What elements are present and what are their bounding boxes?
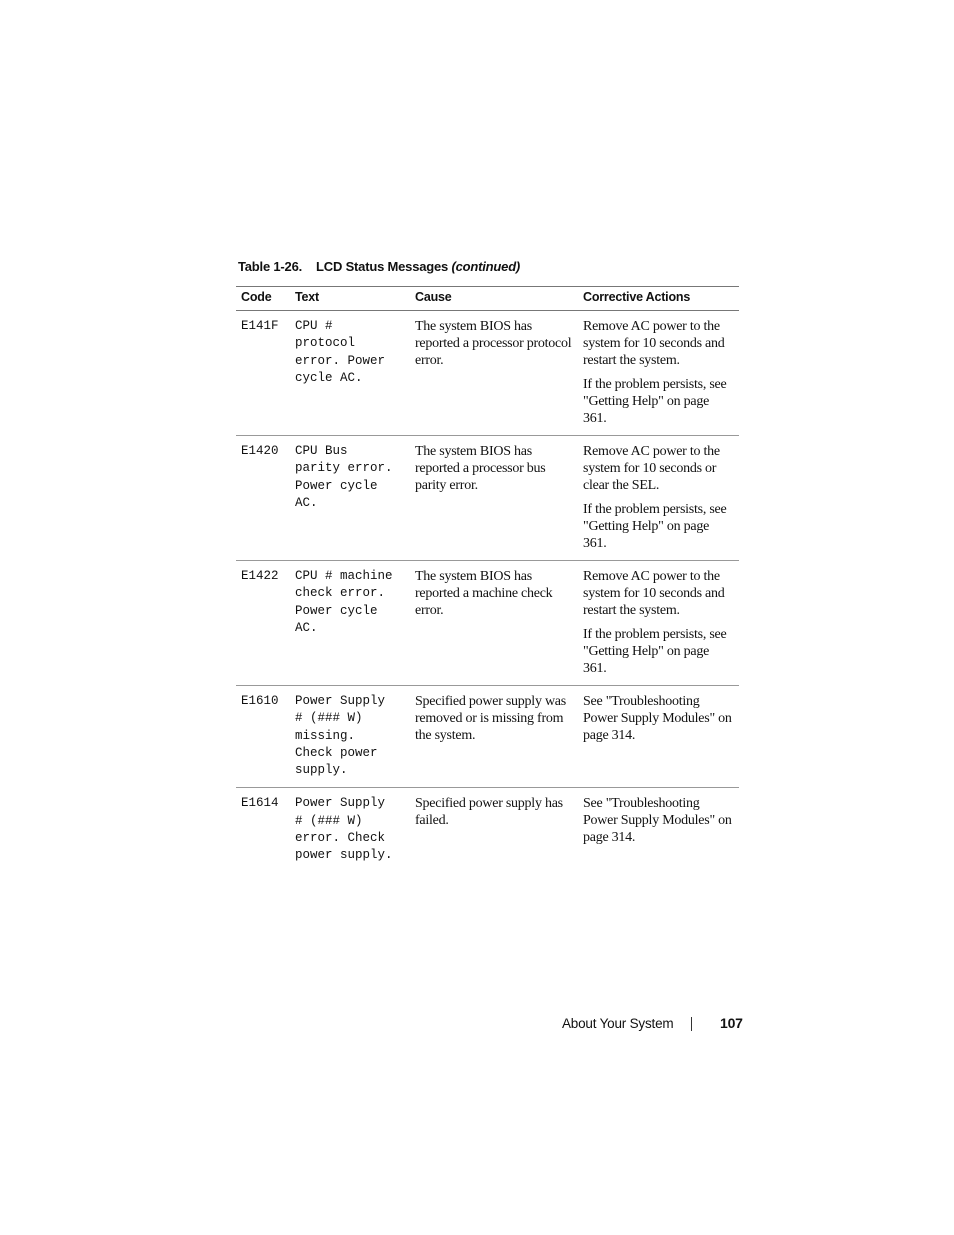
header-code: Code	[236, 287, 290, 311]
actions-cell	[578, 311, 739, 436]
table-row	[236, 436, 739, 561]
table-row	[236, 686, 739, 788]
action-text: Remove AC power to the system for 10 seconds and restart the system.	[583, 569, 725, 618]
code-cell: E141F	[236, 311, 290, 436]
table-title: LCD Status Messages	[316, 259, 449, 274]
action-text: If the problem persists, see "Getting Help" on page 361.	[583, 502, 727, 551]
text-cell: CPU Bus parity error. Power cycle AC.	[290, 436, 410, 561]
actions-cell	[578, 788, 739, 873]
header-cause: Cause	[410, 287, 578, 311]
lcd-status-table	[236, 286, 739, 873]
actions-cell	[578, 436, 739, 561]
footer-divider	[691, 1017, 692, 1031]
table-row	[236, 311, 739, 436]
code-cell: E1422	[236, 561, 290, 686]
code-cell: E1610	[236, 686, 290, 788]
cause-cell: The system BIOS has reported a processor bus parity error.	[410, 436, 578, 561]
action-text: Remove AC power to the system for 10 seconds and restart the system.	[583, 319, 725, 368]
continued-label: (continued)	[451, 259, 521, 274]
cause-cell: Specified power supply was removed or is missing from the system.	[410, 686, 578, 788]
header-text: Text	[290, 287, 410, 311]
action-text: See "Troubleshooting Power Supply Modules" on page 314.	[583, 694, 732, 743]
action-text: See "Troubleshooting Power Supply Modules" on page 314.	[583, 796, 732, 846]
footer-section-title: About Your System	[562, 1016, 674, 1031]
text-cell: CPU # machine check error. Power cycle AC.	[290, 561, 410, 686]
cause-cell: Specified power supply has failed.	[415, 796, 563, 829]
page-number: 107	[720, 1015, 743, 1031]
action-text: Remove AC power to the system for 10 seconds or clear the SEL.	[583, 444, 720, 493]
actions-cell	[578, 686, 739, 788]
code-cell: E1420	[236, 436, 290, 561]
table-header-row	[236, 287, 739, 311]
cause-cell: The system BIOS has reported a machine check error.	[410, 561, 578, 686]
code-cell: E1614	[241, 796, 279, 811]
text-cell: CPU # protocol error. Power cycle AC.	[290, 311, 410, 436]
table-number: Table 1-26.	[238, 259, 303, 274]
text-cell: Power Supply # (### W) error. Check power supply.	[295, 796, 393, 863]
action-text: If the problem persists, see "Getting Help" on page 361.	[583, 377, 727, 426]
actions-cell	[578, 561, 739, 686]
header-actions: Corrective Actions	[578, 287, 739, 311]
table-row	[236, 561, 739, 686]
table-caption	[238, 259, 520, 274]
table-row	[236, 788, 739, 873]
text-cell: Power Supply # (### W) missing. Check power supply.	[290, 686, 410, 788]
cause-cell: The system BIOS has reported a processor protocol error.	[410, 311, 578, 436]
action-text: If the problem persists, see "Getting Help" on page 361.	[583, 627, 727, 676]
